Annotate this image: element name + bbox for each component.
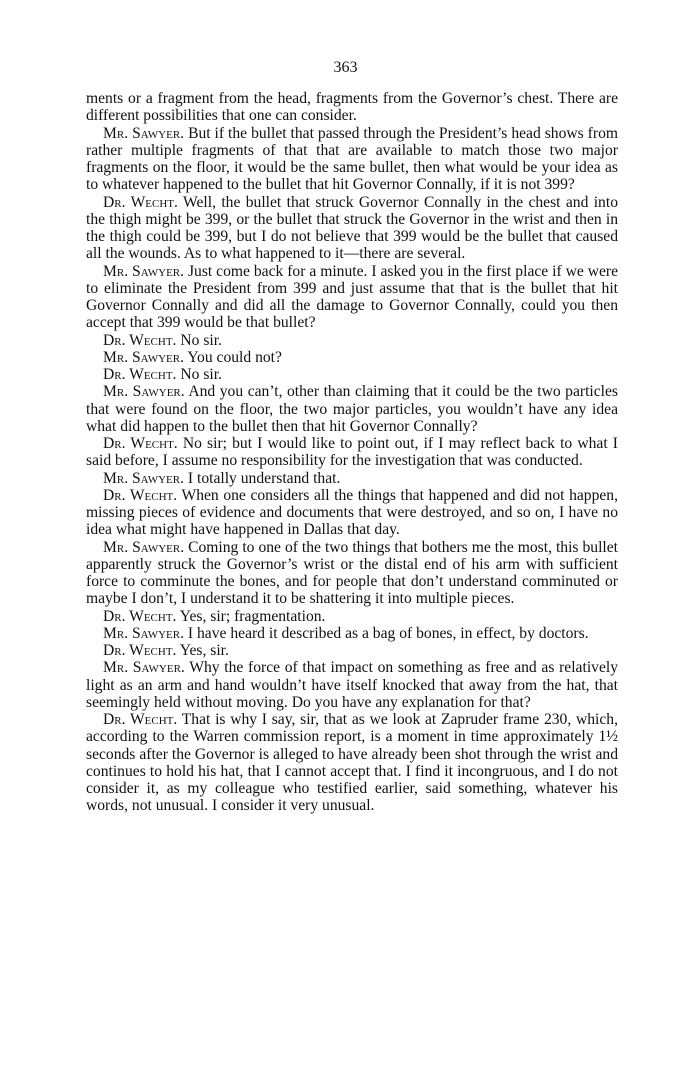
transcript-paragraph (86, 487, 618, 539)
speaker-label: Dr. Wecht. (103, 607, 177, 625)
transcript-paragraph (86, 90, 618, 125)
transcript-paragraph (86, 470, 618, 487)
paragraph-text: When one considers all the things that happened and did not happen, missing pieces of evidence and documents that were destroyed, and so on, I have no idea what might have happened in Dallas that day. (86, 486, 619, 539)
transcript-paragraph (86, 349, 618, 366)
paragraph-text: You could not? (187, 348, 282, 366)
transcript-body (86, 90, 618, 815)
paragraph-text: Yes, sir. (179, 642, 229, 659)
page-number: 363 (333, 59, 358, 76)
speaker-label: Mr. Sawyer. (103, 659, 185, 677)
paragraph-text: That is why I say, sir, that as we look at Zapruder frame 230, which, according to the Warren commission report, is a moment in time approximately 1½ seconds after the Governor is alleged to have already been shot through the wrist and continues to hold his hat, that I cannot accept that. I find it incongruous, and I do not consider it, as my colleague who testified earlier, said something, whatever his words, not unusual. I consider it very unusual. (86, 711, 618, 815)
speaker-label: Dr. Wecht. (103, 711, 178, 728)
transcript-paragraph (86, 263, 618, 332)
transcript-paragraph (86, 608, 618, 625)
speaker-label: Dr. Wecht. (103, 486, 178, 504)
transcript-paragraph (86, 625, 618, 642)
speaker-label: Dr. Wecht. (103, 642, 177, 659)
paragraph-text: I have heard it described as a bag of bones, in effect, by doctors. (187, 624, 589, 642)
speaker-label: Dr. Wecht. (103, 435, 178, 452)
transcript-paragraph (86, 435, 618, 470)
transcript-paragraph (86, 539, 618, 608)
paragraph-text: No sir; but I would like to point out, if I may reflect back to what I said before, I assume no responsibility for the investigation that was conducted. (86, 435, 618, 470)
speaker-label: Mr. Sawyer. (103, 262, 185, 280)
speaker-label: Dr. Wecht. (103, 331, 177, 349)
paragraph-text: Yes, sir; fragmentation. (179, 607, 326, 625)
speaker-label: Mr. Sawyer. (103, 624, 185, 642)
speaker-label: Mr. Sawyer. (103, 348, 185, 366)
paragraph-text: Well, the bullet that struck Governor Connally in the chest and into the thigh might be 399, or the bullet that struck the Governor in the wrist and then in the thigh could be 399, but I do not believe that 399 would be the bullet that caused all the wounds. As to what happened to it—there are several. (86, 193, 618, 263)
transcript-paragraph (86, 332, 618, 349)
transcript-paragraph (86, 711, 618, 815)
transcript-paragraph (86, 642, 618, 659)
transcript-paragraph (86, 125, 618, 194)
paragraph-text: Just come back for a minute. I asked you in the first place if we were to eliminate the President from 399 and just assume that that is the bullet that hit Governor Connally and did all the damage to Governor Connally, could you then accept that 399 would be that bullet? (86, 262, 618, 332)
paragraph-text: No sir. (180, 366, 222, 383)
speaker-label: Mr. Sawyer. (103, 469, 185, 487)
speaker-label: Mr. Sawyer. (103, 383, 185, 401)
transcript-paragraph (86, 366, 618, 383)
paragraph-text: But if the bullet that passed through the President’s head shows from rather multiple fragments of that that are available to match those two major fragments on the floor, it would be the same bullet, then what would be your idea as to whatever happened to the bullet that hit Governor Connally, if it is not 399? (86, 124, 618, 194)
speaker-label: Mr. Sawyer. (103, 124, 185, 142)
speaker-label: Mr. Sawyer. (103, 538, 185, 556)
paragraph-text: No sir. (180, 331, 222, 349)
speaker-label: Dr. Wecht. (103, 366, 177, 383)
paragraph-text: And you can’t, other than claiming that it could be the two particles that were found on the floor, the two major particles, you wouldn’t have any idea what did happen to the bullet then that hit Governor Connally? (86, 383, 619, 435)
paragraph-text: Coming to one of the two things that bothers me the most, this bullet apparently struck the Governor’s wrist or the distal end of his arm with sufficient force to comminute the bones, and for people that don’t understand comminuted or maybe I don’t, I understand it to be shattering it into multiple pieces. (86, 538, 618, 608)
transcript-paragraph (86, 659, 618, 711)
paragraph-text: Why the force of that impact on something as free and as relatively light as an arm and hand wouldn’t have itself knocked that away from the hat, that seemingly held without moving. Do you have any explanation for that? (86, 659, 618, 711)
paragraph-text: I totally understand that. (187, 469, 341, 487)
transcript-paragraph (86, 194, 618, 263)
paragraph-text: ments or a fragment from the head, fragments from the Governor’s chest. There are different possibilities that one can consider. (86, 90, 618, 125)
speaker-label: Dr. Wecht. (103, 193, 178, 211)
transcript-paragraph (86, 383, 618, 435)
